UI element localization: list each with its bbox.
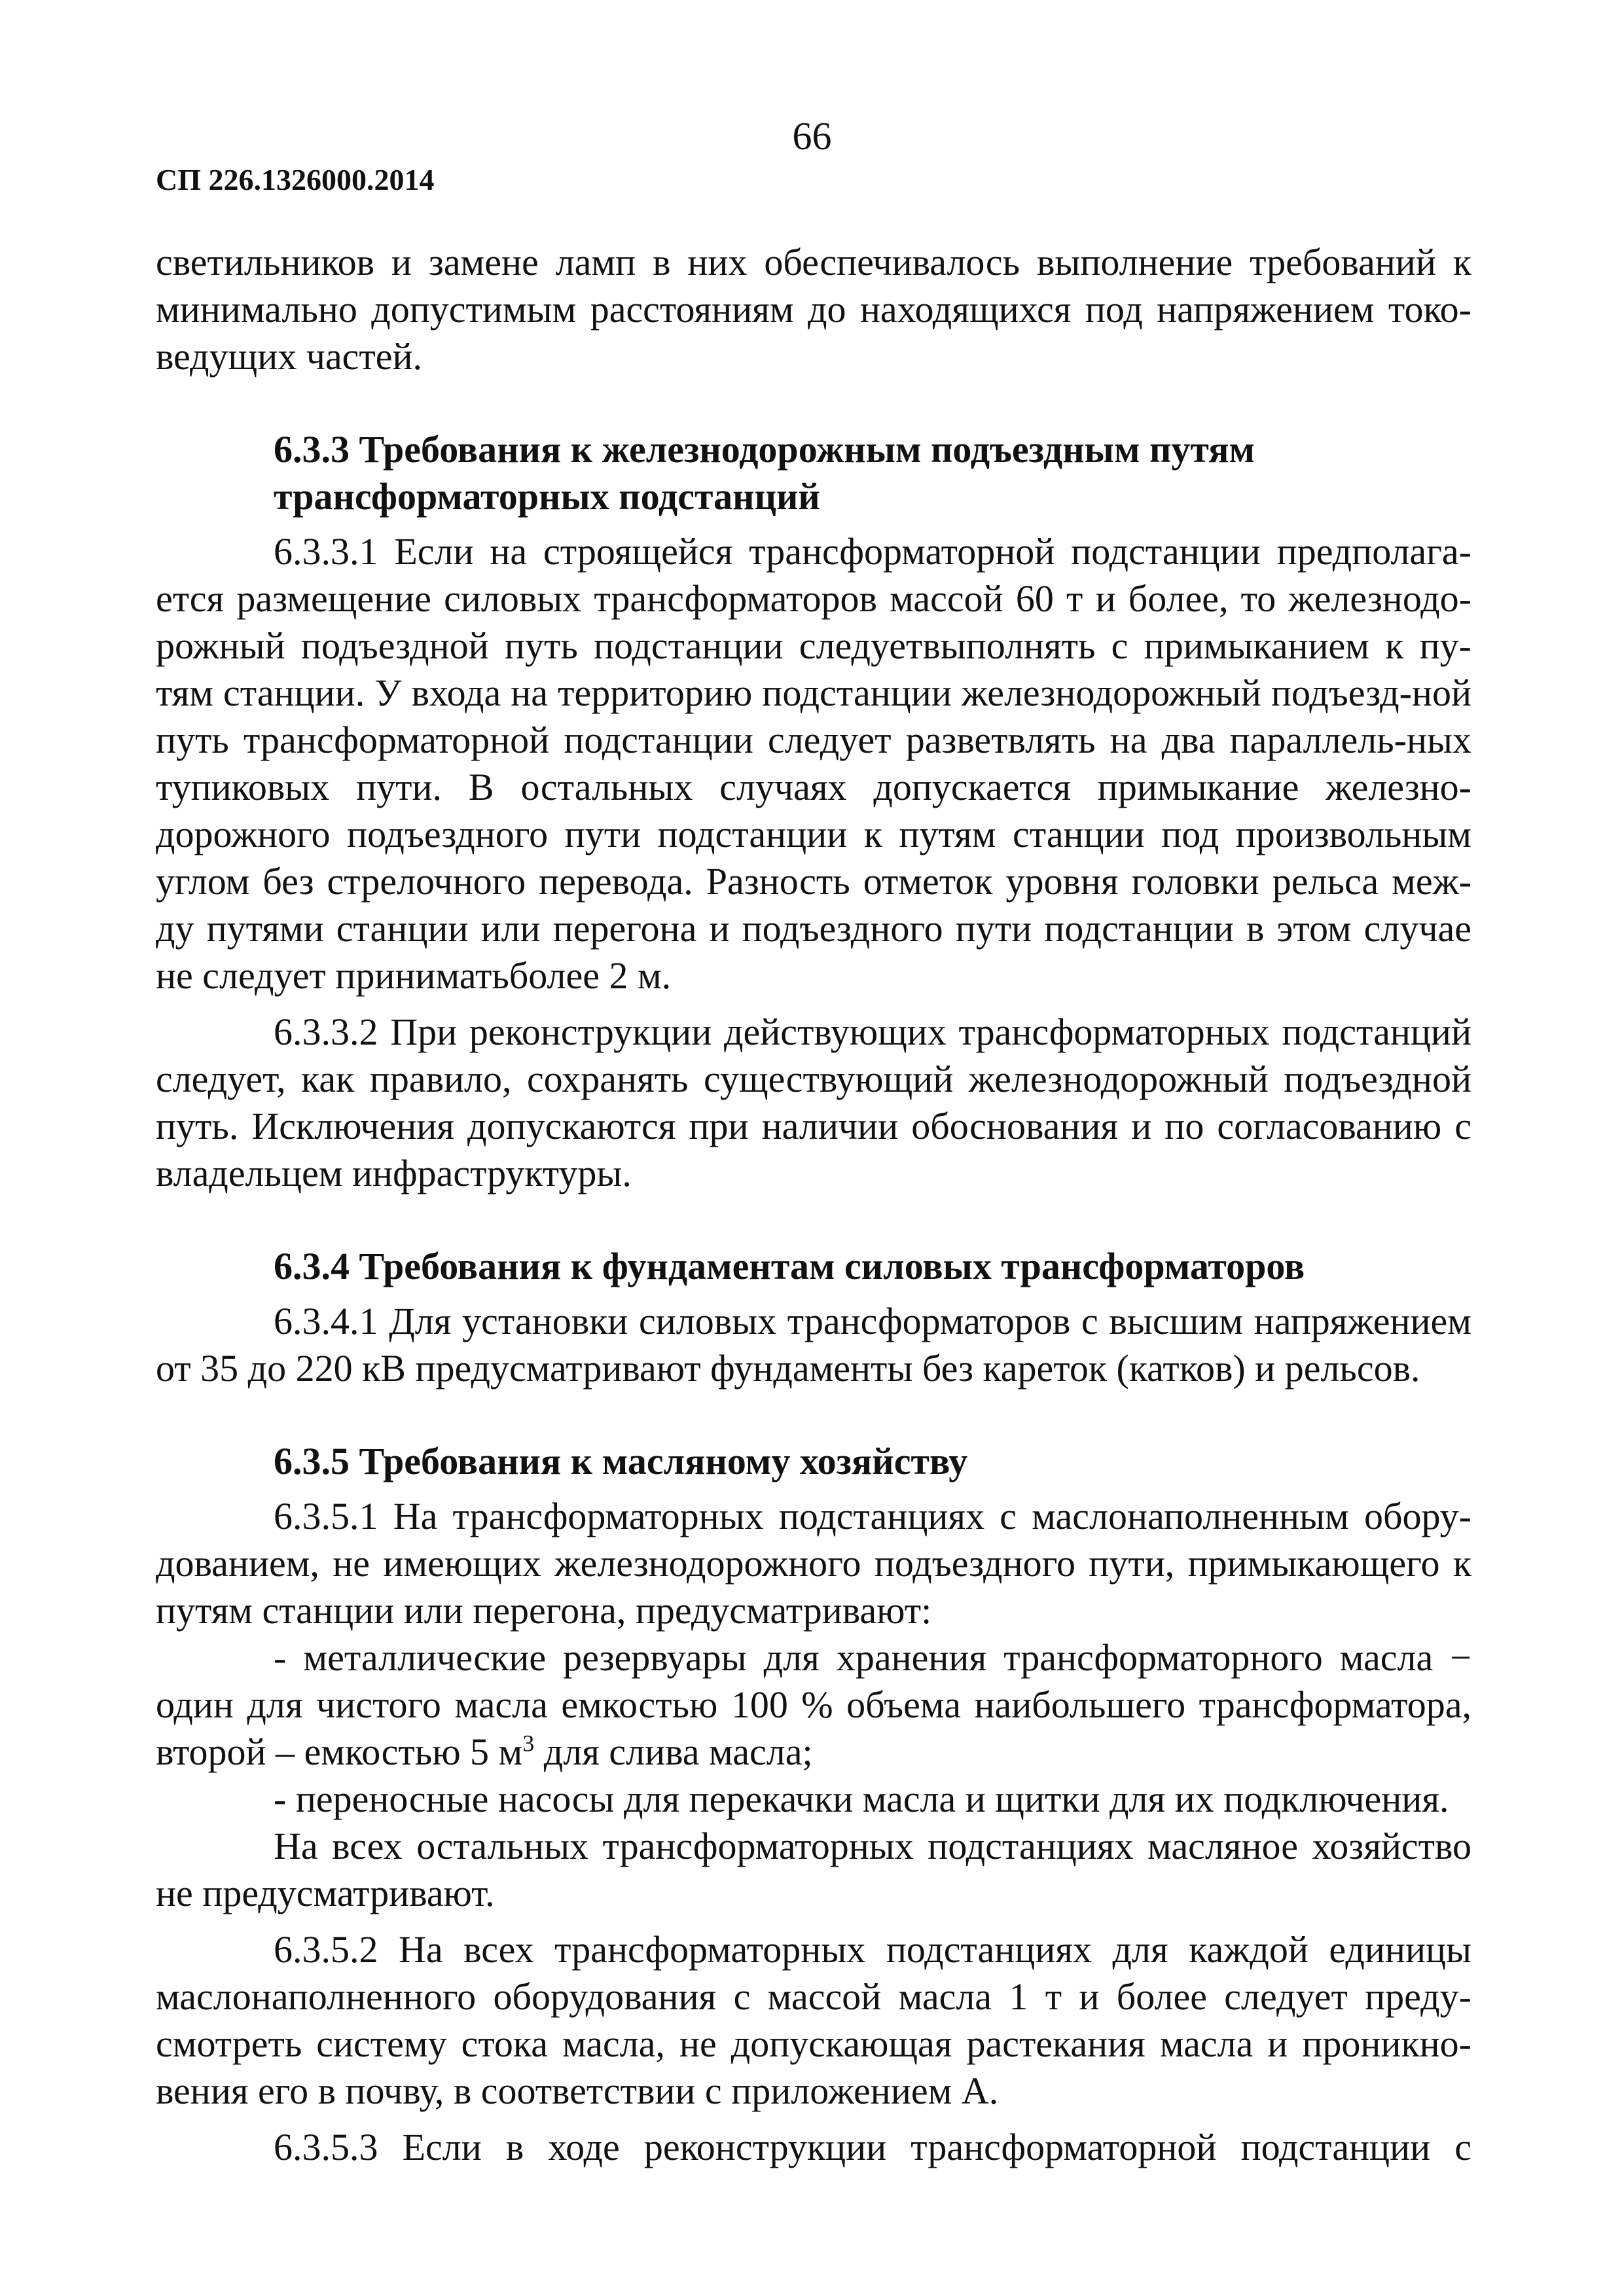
- list-item-oil-tanks-tail: для слива масла;: [534, 1731, 813, 1773]
- page-number: 66: [792, 115, 832, 158]
- superscript-cubic: 3: [522, 1730, 535, 1757]
- section-heading-6-3-3: 6.3.3 Требования к железнодорожным подъездным путям трансформаторных подстанций: [274, 428, 1255, 518]
- paragraph-continuation: светильников и замене ламп в них обеспечивалось выполнение требований к минимально допустимым расстояниям до находящихся под напряжением токо-ведущих частей.: [156, 241, 1471, 378]
- list-item-oil-tanks: [156, 1634, 1471, 1776]
- paragraph-6-3-5-2: 6.3.5.2 На всех трансформаторных подстанциях для каждой единицы маслонаполненного оборудования с массой масла 1 т и более следует преду-смотреть систему стока масла, не допускающая растекания масла и проникно-вения его в почву, в соответствии с приложением А.: [156, 1928, 1471, 2112]
- section-heading-6-3-4: 6.3.4 Требования к фундаментам силовых трансформаторов: [274, 1245, 1305, 1287]
- list-item-pumps: - переносные насосы для перекачки масла и щитки для их подключения.: [274, 1778, 1449, 1820]
- paragraph-oil-note: На всех остальных трансформаторных подстанциях масляное хозяйство не предусматривают.: [156, 1825, 1471, 1914]
- list-item-oil-tanks-text: - металлические резервуары для хранения трансформаторного масла − один для чистого масла емкостью 100 % объема наибольшего трансформатора, второй – емкостью 5 м: [156, 1636, 1471, 1773]
- document-body: [156, 239, 1471, 2171]
- paragraph-6-3-5-1: 6.3.5.1 На трансформаторных подстанциях с маслонаполненным обору-дованием, не имеющих железнодорожного подъездного пути, примыкающего к путям станции или перегона, предусматривают:: [156, 1495, 1471, 1632]
- document-code: СП 226.1326000.2014: [156, 163, 435, 196]
- paragraph-6-3-5-3: 6.3.5.3 Если в ходе реконструкции трансформаторной подстанции с: [274, 2126, 1471, 2168]
- paragraph-6-3-4-1: 6.3.4.1 Для установки силовых трансформаторов с высшим напряжением от 35 до 220 кВ предусматривают фундаменты без кареток (катков) и рельсов.: [156, 1300, 1471, 1390]
- section-heading-6-3-5: 6.3.5 Требования к масляному хозяйству: [274, 1440, 968, 1482]
- paragraph-6-3-3-1: 6.3.3.1 Если на строящейся трансформаторной подстанции предполага-ется размещение силовых трансформаторов массой 60 т и более, то железнодо-рожный подъездной путь подстанции следуетвыполнять с примыканием к пу-тям станции. У входа на территорию подстанции железнодорожный подъезд-ной путь трансформаторной подстанции следует разветвлять на два параллель-ных тупиковых пути. В остальных случаях допускается примыкание железно-дорожного подъездного пути подстанции к путям станции под произвольным углом без стрелочного перевода. Разность отметок уровня головки рельса меж-ду путями станции или перегона и подъездного пути подстанции в этом случае не следует приниматьболее 2 м.: [156, 530, 1471, 997]
- paragraph-6-3-3-2: 6.3.3.2 При реконструкции действующих трансформаторных подстанций следует, как правило, сохранять существующий железнодорожный подъездной путь. Исключения допускаются при наличии обоснования и по согласованию с владельцем инфраструктуры.: [156, 1011, 1471, 1194]
